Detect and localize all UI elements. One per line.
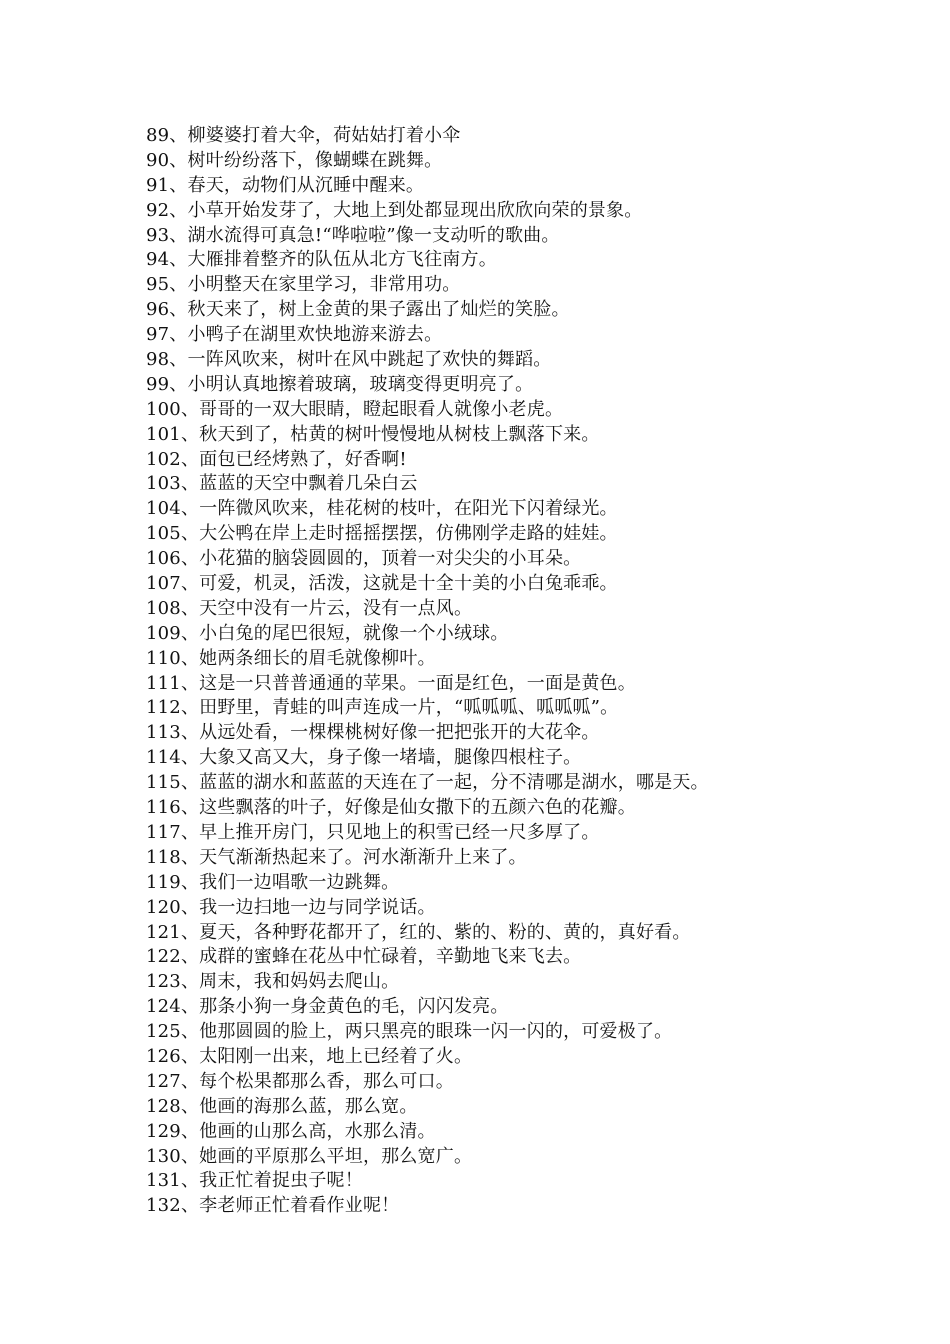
sentence-line: 92、小草开始发芽了，大地上到处都显现出欣欣向荣的景象。 bbox=[146, 199, 643, 221]
sentence-line: 131、我正忙着捉虫子呢！ bbox=[146, 1170, 363, 1192]
sentence-line: 112、田野里，青蛙的叫声连成一片，“呱呱呱、呱呱呱”。 bbox=[146, 697, 619, 719]
sentence-line: 132、李老师正忙着看作业呢！ bbox=[146, 1195, 400, 1217]
sentence-line: 106、小花猫的脑袋圆圆的，顶着一对尖尖的小耳朵。 bbox=[146, 548, 582, 570]
sentence-line: 103、蓝蓝的天空中飘着几朵白云 bbox=[146, 473, 418, 495]
sentence-line: 91、春天，动物们从沉睡中醒来。 bbox=[146, 174, 425, 196]
sentence-line: 109、小白兔的尾巴很短，就像一个小绒球。 bbox=[146, 622, 509, 644]
sentence-line: 93、湖水流得可真急!“哗啦啦”像一支动听的歌曲。 bbox=[146, 224, 560, 246]
sentence-line: 129、他画的山那么高，水那么清。 bbox=[146, 1120, 436, 1142]
sentence-line: 105、大公鸭在岸上走时摇摇摆摆，仿佛刚学走路的娃娃。 bbox=[146, 523, 618, 545]
sentence-line: 94、大雁排着整齐的队伍从北方飞往南方。 bbox=[146, 249, 497, 271]
sentence-line: 124、那条小狗一身金黄色的毛，闪闪发亮。 bbox=[146, 996, 509, 1018]
sentence-line: 127、每个松果都那么香，那么可口。 bbox=[146, 1070, 454, 1092]
sentence-line: 118、天气渐渐热起来了。河水渐渐升上来了。 bbox=[146, 846, 527, 868]
sentence-line: 126、太阳刚一出来，地上已经着了火。 bbox=[146, 1045, 473, 1067]
sentence-line: 113、从远处看，一棵棵桃树好像一把把张开的大花伞。 bbox=[146, 722, 600, 744]
sentence-line: 102、面包已经烤熟了，好香啊! bbox=[146, 448, 407, 470]
sentence-line: 128、他画的海那么蓝，那么宽。 bbox=[146, 1095, 418, 1117]
sentence-line: 122、成群的蜜蜂在花丛中忙碌着，辛勤地飞来飞去。 bbox=[146, 946, 582, 968]
sentence-line: 96、秋天来了，树上金黄的果子露出了灿烂的笑脸。 bbox=[146, 299, 570, 321]
sentence-list bbox=[146, 124, 936, 1219]
sentence-line: 95、小明整天在家里学习，非常用功。 bbox=[146, 274, 461, 296]
sentence-line: 119、我们一边唱歌一边跳舞。 bbox=[146, 871, 400, 893]
sentence-line: 120、我一边扫地一边与同学说话。 bbox=[146, 896, 436, 918]
sentence-line: 123、周末，我和妈妈去爬山。 bbox=[146, 971, 400, 993]
sentence-line: 101、秋天到了，枯黄的树叶慢慢地从树枝上飘落下来。 bbox=[146, 423, 600, 445]
sentence-line: 89、柳婆婆打着大伞，荷姑姑打着小伞 bbox=[146, 125, 461, 146]
sentence-line: 97、小鸭子在湖里欢快地游来游去。 bbox=[146, 324, 443, 346]
sentence-line: 107、可爱，机灵，活泼，这就是十全十美的小白兔乖乖。 bbox=[146, 573, 618, 595]
sentence-line: 114、大象又高又大，身子像一堵墙，腿像四根柱子。 bbox=[146, 747, 582, 769]
sentence-line: 108、天空中没有一片云，没有一点风。 bbox=[146, 597, 473, 619]
sentence-line: 121、夏天，各种野花都开了，红的、紫的、粉的、黄的，真好看。 bbox=[146, 921, 691, 943]
sentence-line: 99、小明认真地擦着玻璃，玻璃变得更明亮了。 bbox=[146, 373, 534, 395]
sentence-line: 90、树叶纷纷落下，像蝴蝶在跳舞。 bbox=[146, 149, 443, 171]
sentence-line: 116、这些飘落的叶子，好像是仙女撒下的五颜六色的花瓣。 bbox=[146, 797, 636, 819]
sentence-line: 125、他那圆圆的脸上，两只黑亮的眼珠一闪一闪的，可爱极了。 bbox=[146, 1021, 673, 1043]
sentence-line: 115、蓝蓝的湖水和蓝蓝的天连在了一起，分不清哪是湖水，哪是天。 bbox=[146, 772, 709, 794]
sentence-line: 110、她两条细长的眉毛就像柳叶。 bbox=[146, 647, 436, 669]
sentence-line: 104、一阵微风吹来，桂花树的枝叶，在阳光下闪着绿光。 bbox=[146, 498, 618, 520]
sentence-line: 100、哥哥的一双大眼睛，瞪起眼看人就像小老虎。 bbox=[146, 398, 564, 420]
sentence-line: 98、一阵风吹来，树叶在风中跳起了欢快的舞蹈。 bbox=[146, 349, 552, 371]
sentence-line: 117、早上推开房门，只见地上的积雪已经一尺多厚了。 bbox=[146, 821, 600, 843]
sentence-line: 130、她画的平原那么平坦，那么宽广。 bbox=[146, 1145, 473, 1167]
sentence-line: 111、这是一只普普通通的苹果。一面是红色，一面是黄色。 bbox=[146, 672, 636, 694]
